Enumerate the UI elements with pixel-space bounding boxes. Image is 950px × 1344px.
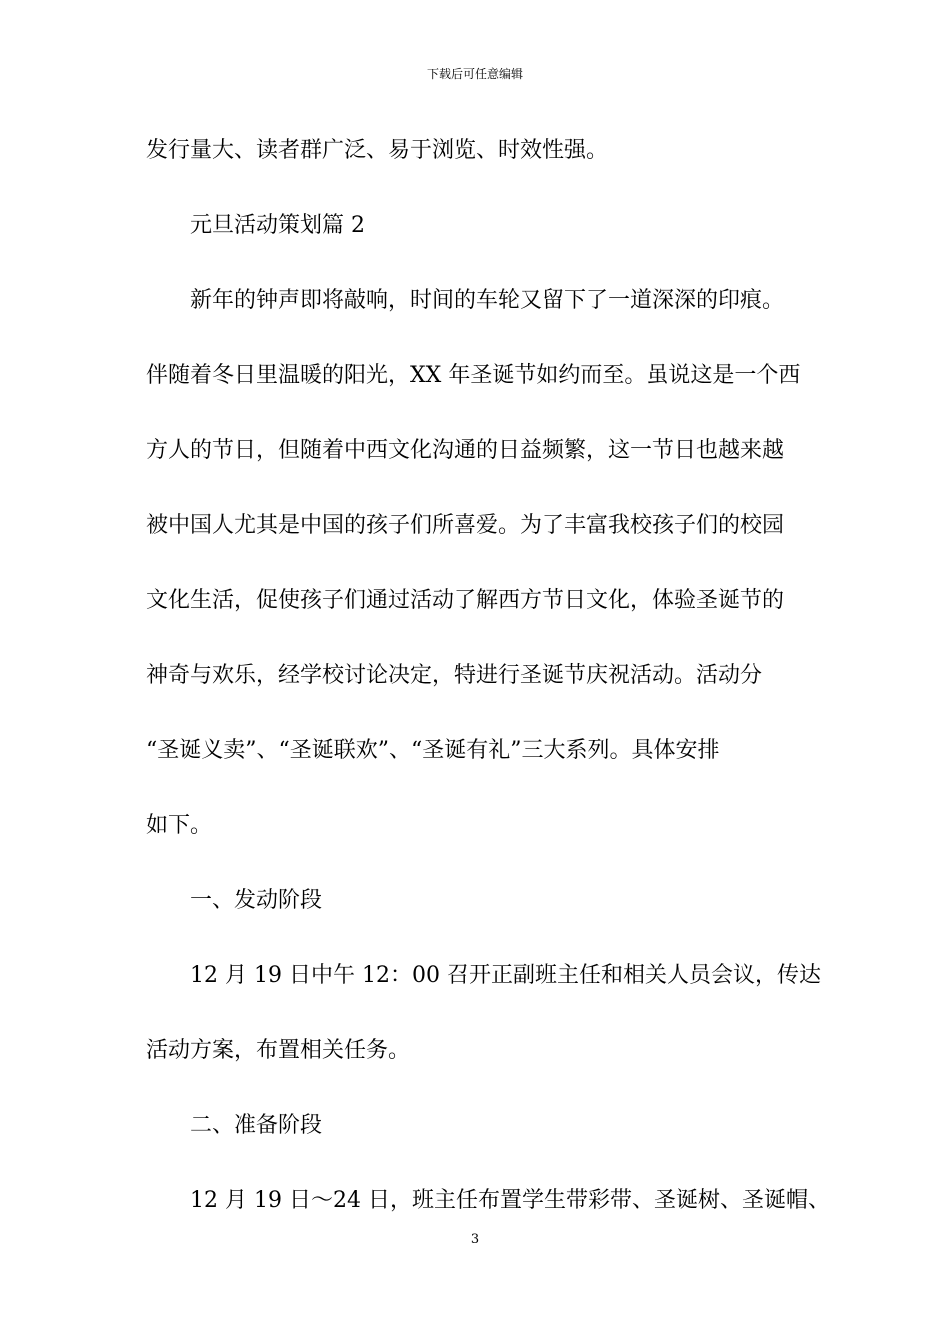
header-note: 下载后可任意编辑 (426, 67, 523, 81)
paragraph-line: 神奇与欢乐，经学校讨论决定，特进行圣诞节庆祝活动。活动分 (146, 663, 763, 688)
paragraph-line: 活动方案，布置相关任务。 (146, 1038, 411, 1063)
paragraph-line: 被中国人尤其是中国的孩子们所喜爱。为了丰富我校孩子们的校园 (146, 513, 785, 538)
section-heading: 一、发动阶段 (190, 888, 323, 913)
section-heading: 二、准备阶段 (190, 1113, 323, 1138)
paragraph-line: 如下。 (146, 813, 213, 838)
paragraph-line: 文化生活，促使孩子们通过活动了解西方节日文化，体验圣诞节的 (146, 588, 785, 613)
paragraph-line: 12 月 19 日～24 日，班主任布置学生带彩带、圣诞树、圣诞帽、 (190, 1188, 830, 1213)
paragraph-line: 伴随着冬日里温暖的阳光，XX 年圣诞节如约而至。虽说这是一个西 (146, 363, 801, 388)
paragraph-line: 12 月 19 日中午 12：00 召开正副班主任和相关人员会议，传达 (190, 963, 821, 988)
page-number: 3 (470, 1232, 480, 1247)
paragraph-line: 新年的钟声即将敲响，时间的车轮又留下了一道深深的印痕。 (190, 288, 785, 313)
paragraph-line: “圣诞义卖”、“圣诞联欢”、“圣诞有礼”三大系列。具体安排 (146, 738, 720, 763)
paragraph-line: 发行量大、读者群广泛、易于浏览、时效性强。 (146, 138, 609, 163)
section-heading: 元旦活动策划篇 2 (190, 213, 365, 238)
paragraph-line: 方人的节日，但随着中西文化沟通的日益频繁，这一节日也越来越 (146, 438, 785, 463)
